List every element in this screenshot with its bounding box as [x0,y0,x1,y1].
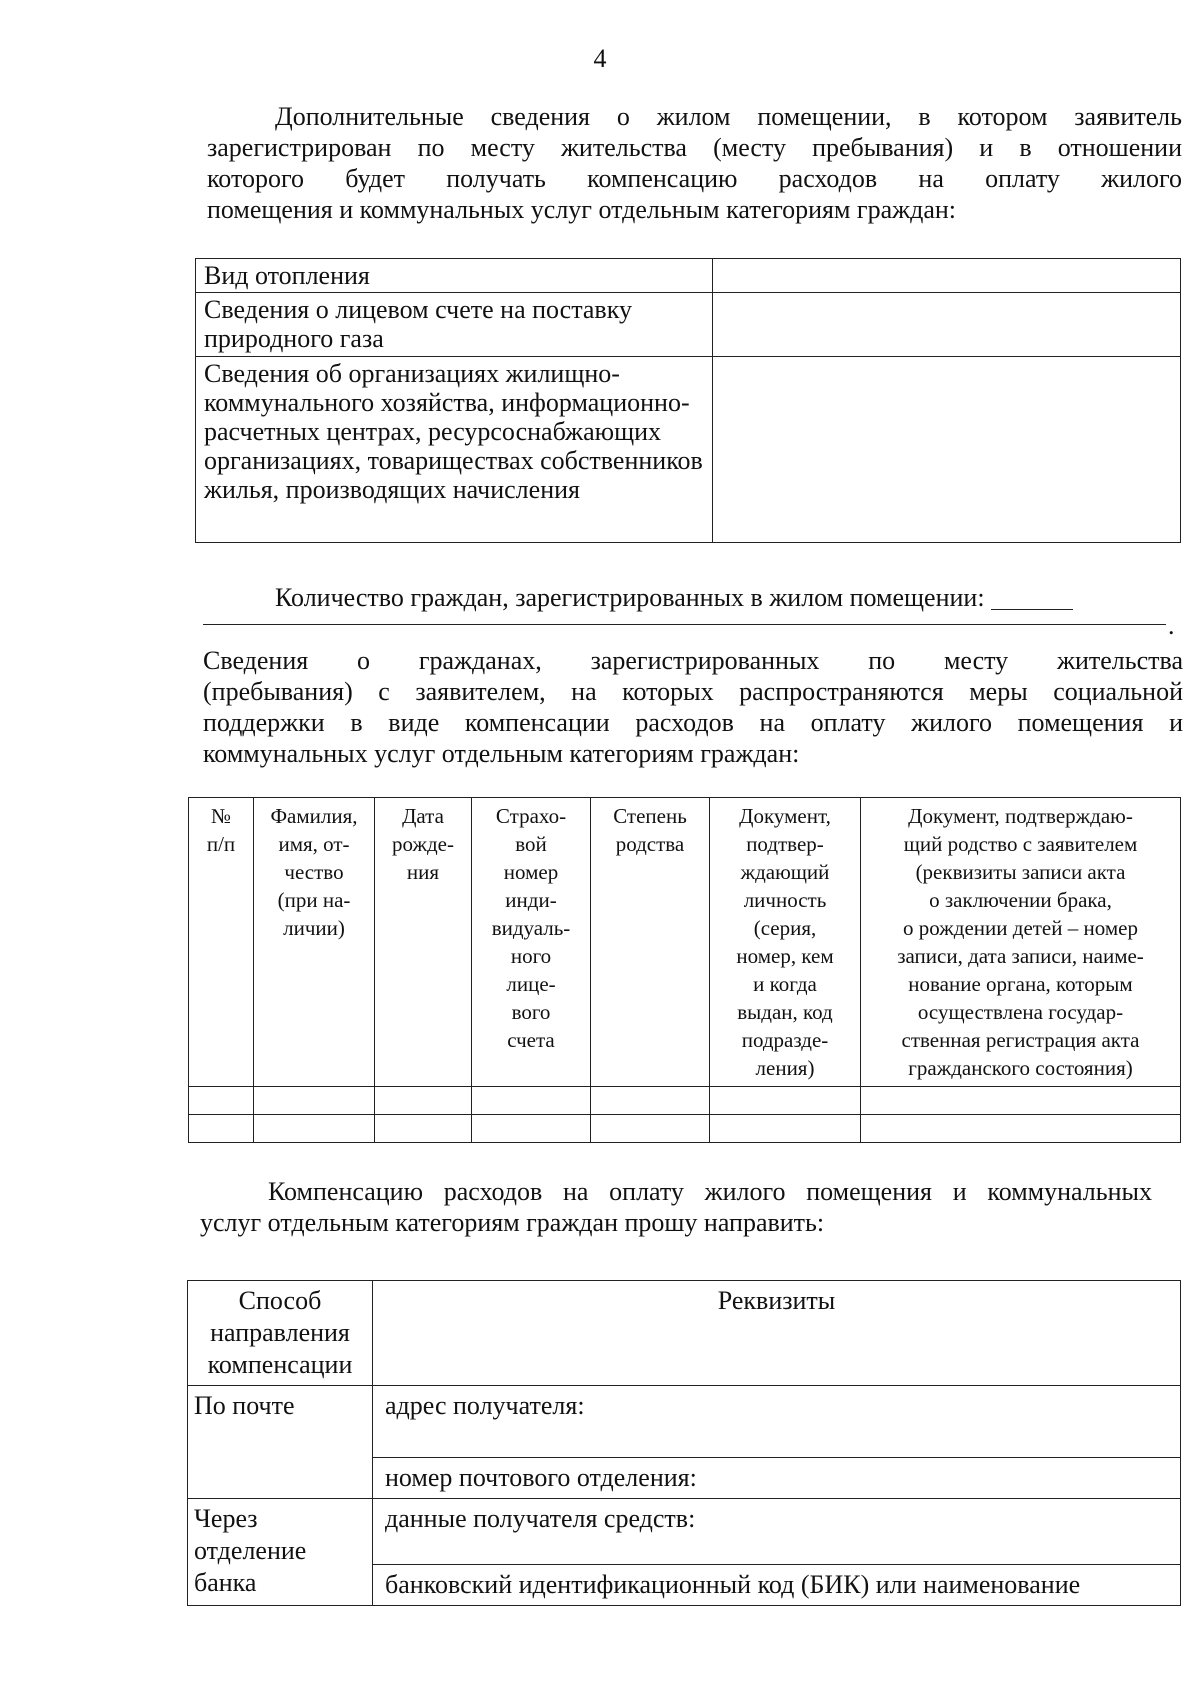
count-label: Количество граждан, зарегистрированных в жилом помещении: [275,583,985,612]
gas-account-label: Сведения о лицевом счете на поставку природного газа [196,293,713,357]
utility-orgs-value-field[interactable] [713,357,1181,543]
table-cell[interactable] [861,1115,1181,1143]
method-header: Способ направления компенсации [188,1281,373,1386]
compensation-intro-line: услуг отдельным категориям граждан прошу направить: [200,1208,825,1237]
compensation-table [187,1280,1181,1606]
mail-office-field[interactable]: номер почтового отделения: [373,1458,1181,1499]
utility-orgs-label: Сведения об организациях жилищно-коммунального хозяйства, информационно-расчетных центрах, ресурсоснабжающих организациях, товариществах собственников жилья, производящих начисления [196,357,713,543]
persons-intro-line: Сведения о гражданах, зарегистрированных по месту жительства [203,646,1183,675]
col-id-document-header: Документ, подтвер- ждающий личность (серия, номер, кем и когда выдан, код подразде- ления) [710,798,861,1087]
table-cell[interactable] [189,1115,254,1143]
table-cell[interactable] [375,1087,472,1115]
bank-method-label: Через отделение банка [188,1499,373,1606]
intro-line: помещения и коммунальных услуг отдельным категориям граждан: [207,195,957,224]
requisites-header: Реквизиты [373,1281,1181,1386]
table-cell[interactable] [861,1087,1181,1115]
bank-recipient-field[interactable]: данные получателя средств: [373,1499,1181,1565]
table-cell[interactable] [472,1087,591,1115]
heating-table [195,258,1181,543]
gas-account-value-field[interactable] [713,293,1181,357]
col-kinship-header: Степень родства [591,798,710,1087]
count-line [275,582,1160,613]
table-cell[interactable] [375,1115,472,1143]
persons-intro-line: поддержки в виде компенсации расходов на оплату жилого помещения и [203,708,1183,737]
count-input[interactable] [991,585,1073,610]
table-cell[interactable] [254,1115,375,1143]
table-cell[interactable] [710,1115,861,1143]
persons-intro-line: коммунальных услуг отдельным категориям граждан: [203,739,800,768]
page-number: 4 [593,44,607,73]
mail-method-label: По почте [188,1386,373,1499]
table-cell[interactable] [189,1087,254,1115]
heating-value-field[interactable] [713,259,1181,293]
col-birthdate-header: Дата рожде- ния [375,798,472,1087]
heating-label: Вид отопления [196,259,713,293]
table-cell[interactable] [591,1087,710,1115]
persons-table [188,797,1181,1143]
compensation-intro-line: Компенсацию расходов на оплату жилого помещения и коммунальных [268,1177,1152,1206]
table-cell[interactable] [254,1087,375,1115]
col-fullname-header: Фамилия, имя, от- чество (при на- личии) [254,798,375,1087]
table-row [189,1115,1181,1143]
compensation-intro-paragraph [200,1176,1152,1238]
count-continuation-rule [203,624,1166,625]
mail-address-field[interactable]: адрес получателя: [373,1386,1181,1458]
col-snils-header: Страхо- вой номер инди- видуаль- ного лице- вого счета [472,798,591,1087]
intro-line: зарегистрирован по месту жительства (месту пребывания) и в отношении [207,133,1182,162]
intro-line: которого будет получать компенсацию расходов на оплату жилого [207,164,1182,193]
table-cell[interactable] [472,1115,591,1143]
intro-line: Дополнительные сведения о жилом помещении, в котором заявитель [275,102,1182,131]
persons-intro-paragraph [203,645,1183,769]
table-row [189,1087,1181,1115]
col-number-header: № п/п [189,798,254,1087]
persons-intro-line: (пребывания) с заявителем, на которых распространяются меры социальной [203,677,1183,706]
table-cell[interactable] [710,1087,861,1115]
count-line-end: . [1168,611,1175,640]
col-kinship-document-header: Документ, подтверждаю- щий родство с заявителем (реквизиты записи акта о заключении брака, о рождении детей – номер записи, дата записи, наиме- нование органа, которым осуществлена государ- ственная регистрация акта гражданского состояния) [861,798,1181,1087]
table-cell[interactable] [591,1115,710,1143]
intro-paragraph [207,101,1182,225]
bank-bic-field[interactable]: банковский идентификационный код (БИК) или наименование [373,1565,1181,1606]
